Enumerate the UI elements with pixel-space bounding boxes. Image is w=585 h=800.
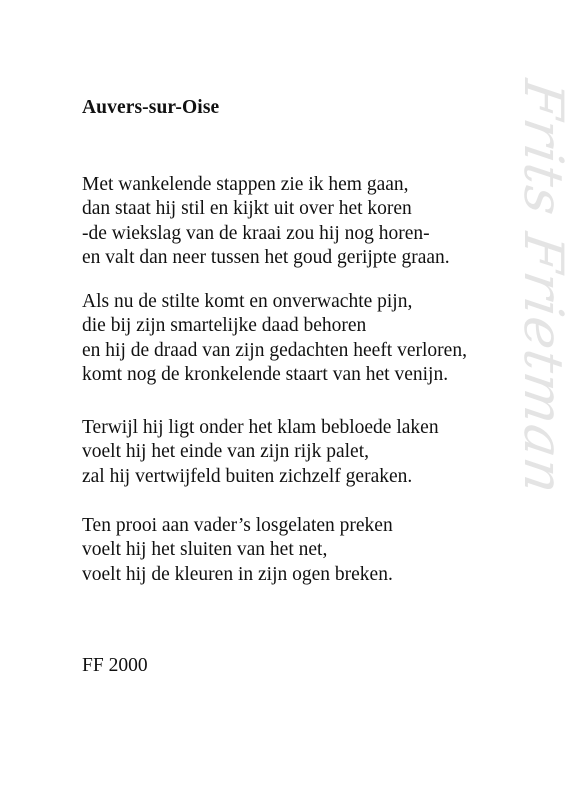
- author-watermark: Frits Frietman: [512, 76, 575, 499]
- poem-signature: FF 2000: [82, 655, 148, 676]
- poem-line: en valt dan neer tussen het goud gerijpte graan.: [82, 246, 450, 268]
- poem-line: -de wiekslag van de kraai zou hij nog horen-: [82, 222, 430, 244]
- poem-line: Ten prooi aan vader’s losgelaten preken: [82, 515, 393, 536]
- poem-line: voelt hij de kleuren in zijn ogen breken.: [82, 563, 393, 585]
- poem-line: voelt hij het einde van zijn rijk palet,: [82, 441, 369, 463]
- stanza-3: [82, 416, 439, 489]
- poem-line: dan staat hij stil en kijkt uit over het koren: [82, 198, 412, 220]
- poem-title: Auvers-sur-Oise: [82, 97, 220, 118]
- poem-line: die bij zijn smartelijke daad behoren: [82, 315, 367, 337]
- stanza-4: [82, 514, 393, 587]
- poem-line: en hij de draad van zijn gedachten heeft verloren,: [82, 339, 467, 361]
- poem-line: Terwijl hij ligt onder het klam bebloede laken: [82, 417, 439, 438]
- poem-line: zal hij vertwijfeld buiten zichzelf geraken.: [82, 465, 413, 487]
- poem-line: Met wankelende stappen zie ik hem gaan,: [82, 174, 409, 195]
- poem-line: Als nu de stilte komt en onverwachte pijn,: [82, 291, 413, 312]
- stanza-2: [82, 290, 467, 387]
- poem-line: voelt hij het sluiten van het net,: [82, 539, 328, 561]
- stanza-1: [82, 173, 450, 270]
- poem-line: komt nog de kronkelende staart van het venijn.: [82, 363, 449, 385]
